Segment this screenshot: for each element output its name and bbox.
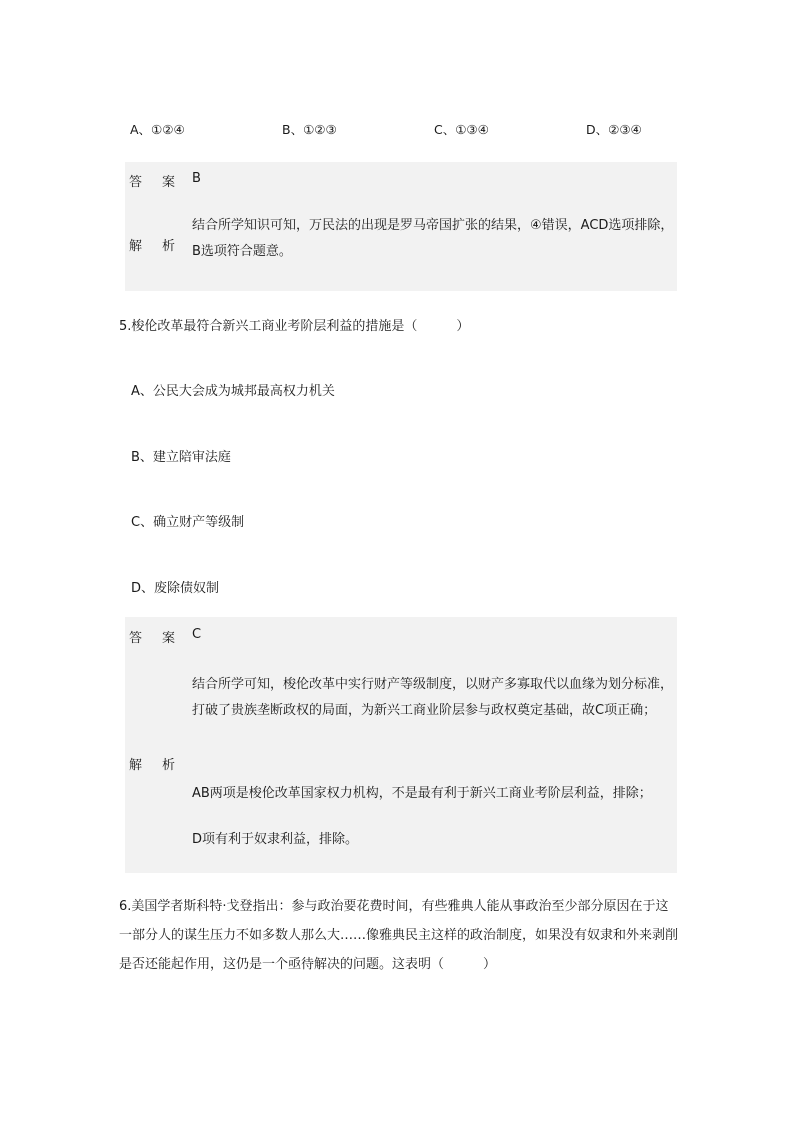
q5-analysis-paragraph-1: 结合所学可知，梭伦改革中实行财产等级制度，以财产多寡取代以血缘为划分标准，打破了贵族垄断政权的局面，为新兴工商业阶层参与政权奠定基础，故C项正确； [192, 677, 674, 718]
q4-option-a: A、①②④ [130, 122, 185, 137]
q5-analysis-paragraph-3: D项有利于奴隶利益，排除。 [192, 832, 359, 847]
q5-choice-d: D、废除债奴制 [131, 581, 220, 596]
q5-answer-value: C [192, 627, 202, 642]
q4-option-c: C、①③④ [434, 122, 489, 137]
q5-analysis-label: 解 析 [129, 758, 176, 773]
q5-answer-label: 答 案 [129, 631, 176, 646]
q4-analysis-label: 解 析 [129, 239, 176, 254]
q5-choice-c: C、确立财产等级制 [131, 515, 245, 530]
q4-option-b: B、①②③ [282, 122, 337, 137]
q5-answer-panel [125, 617, 677, 873]
q5-stem: 5.梭伦改革最符合新兴工商业考阶层利益的措施是（ ） [119, 319, 470, 334]
q5-choice-a: A、公民大会成为城邦最高权力机关 [131, 384, 335, 399]
q4-option-d: D、②③④ [586, 122, 642, 137]
q6-stem: 6.美国学者斯科特·戈登指出：参与政治要花费时间，有些雅典人能从事政治至少部分原因在于这一部分人的谋生压力不如多数人那么大……像雅典民主这样的政治制度，如果没有奴隶和外来剥削是否还能起作用，这仍是一个亟待解决的问题。这表明（ ） [119, 899, 679, 972]
q5-choice-b: B、建立陪审法庭 [131, 450, 231, 465]
q4-answer-value: B [192, 171, 201, 186]
q4-answer-label: 答 案 [129, 175, 176, 190]
q5-analysis-paragraph-2: AB两项是梭伦改革国家权力机构，不是最有利于新兴工商业考阶层利益，排除； [192, 786, 652, 801]
q4-options-row [130, 120, 670, 140]
q4-answer-panel [125, 162, 677, 291]
q4-analysis-text: 结合所学知识可知，万民法的出现是罗马帝国扩张的结果，④错误，ACD选项排除，B选项符合题意。 [192, 218, 674, 259]
